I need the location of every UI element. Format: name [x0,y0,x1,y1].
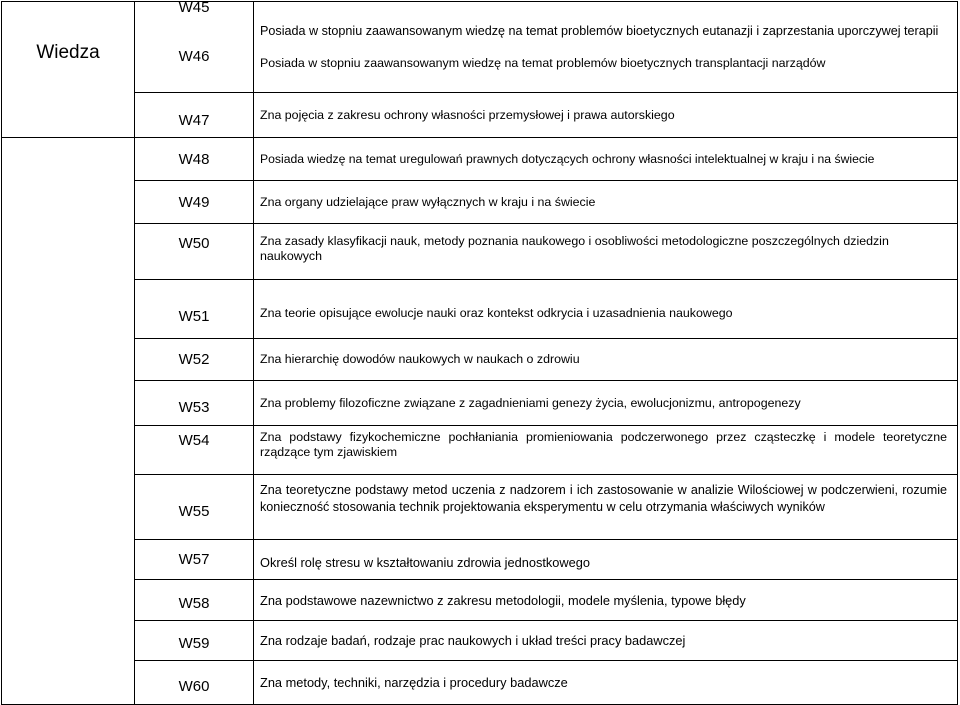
code-cell: W59 [135,621,254,661]
code-cell: W55 [135,475,254,540]
description-cell: Zna podstawowe nazewnictwo z zakresu metodologii, modele myślenia, typowe błędy [254,580,958,621]
outcomes-table [1,1,958,705]
description-text: Zna teoretyczne podstawy metod uczenia z nadzorem i ich zastosowanie w analizie Wilościowej w podczerwieni, rozumie konieczność stosowania technik projektowania eksperymentu w celu otrzymania właściwych wyników [260,483,947,514]
table-row [2,181,958,224]
table-row [2,138,958,181]
code-cell: W49 [135,181,254,224]
description-text: Posiada w stopniu zaawansowanym wiedzę na temat problemów bioetycznych eutanazji i zaprzestania uporczywej terapii [260,23,939,38]
code-label: W45 [178,0,210,16]
description-cell: Zna rodzaje badań, rodzaje prac naukowych i układ treści pracy badawczej [254,621,958,661]
description-text: Zna podstawy fizykochemiczne pochłaniania promieniowania podczerwonego przez cząsteczkę i modele teoretyczne rządzące tym zjawiskiem [260,430,947,459]
code-cell: W48 [135,138,254,181]
code-cell: W52 [135,339,254,381]
table-row [2,540,958,580]
code-label: W46 [178,48,210,65]
code-cell: W58 [135,580,254,621]
table-row [2,475,958,540]
table-row [2,381,958,426]
description-cell: Posiada wiedzę na temat uregulowań prawnych dotyczących ochrony własności intelektualnej w kraju i na świecie [254,138,958,181]
table-row [2,580,958,621]
description-cell [254,2,958,93]
table-row [2,93,958,138]
table-row [2,426,958,475]
description-cell: Zna hierarchię dowodów naukowych w naukach o zdrowiu [254,339,958,381]
code-cell [135,2,254,93]
table-row [2,280,958,339]
description-cell [254,475,958,540]
code-cell: W54 [135,426,254,475]
description-cell: Zna problemy filozoficzne związane z zagadnieniami genezy życia, ewolucjonizmu, antropogenezy [254,381,958,426]
description-cell: Zna zasady klasyfikacji nauk, metody poznania naukowego i osobliwości metodologiczne poszczególnych dziedzin naukowych [254,224,958,280]
description-cell: Zna organy udzielające praw wyłącznych w kraju i na świecie [254,181,958,224]
code-cell: W57 [135,540,254,580]
table-row [2,2,958,93]
category-cell: Wiedza [2,2,135,138]
description-cell: Zna teorie opisujące ewolucje nauki oraz kontekst odkrycia i uzasadnienia naukowego [254,280,958,339]
code-cell: W60 [135,661,254,705]
description-cell: Zna metody, techniki, narzędzia i procedury badawcze [254,661,958,705]
code-cell: W53 [135,381,254,426]
description-cell: Określ rolę stresu w kształtowaniu zdrowia jednostkowego [254,540,958,580]
description-text: Posiada w stopniu zaawansowanym wiedzę na temat problemów bioetycznych transplantacji narządów [260,55,826,70]
description-cell: Zna pojęcia z zakresu ochrony własności przemysłowej i prawa autorskiego [254,93,958,138]
code-cell: W50 [135,224,254,280]
table-row [2,224,958,280]
table-row [2,339,958,381]
table-row [2,661,958,705]
code-cell: W51 [135,280,254,339]
code-cell: W47 [135,93,254,138]
table-row [2,621,958,661]
description-cell [254,426,958,475]
